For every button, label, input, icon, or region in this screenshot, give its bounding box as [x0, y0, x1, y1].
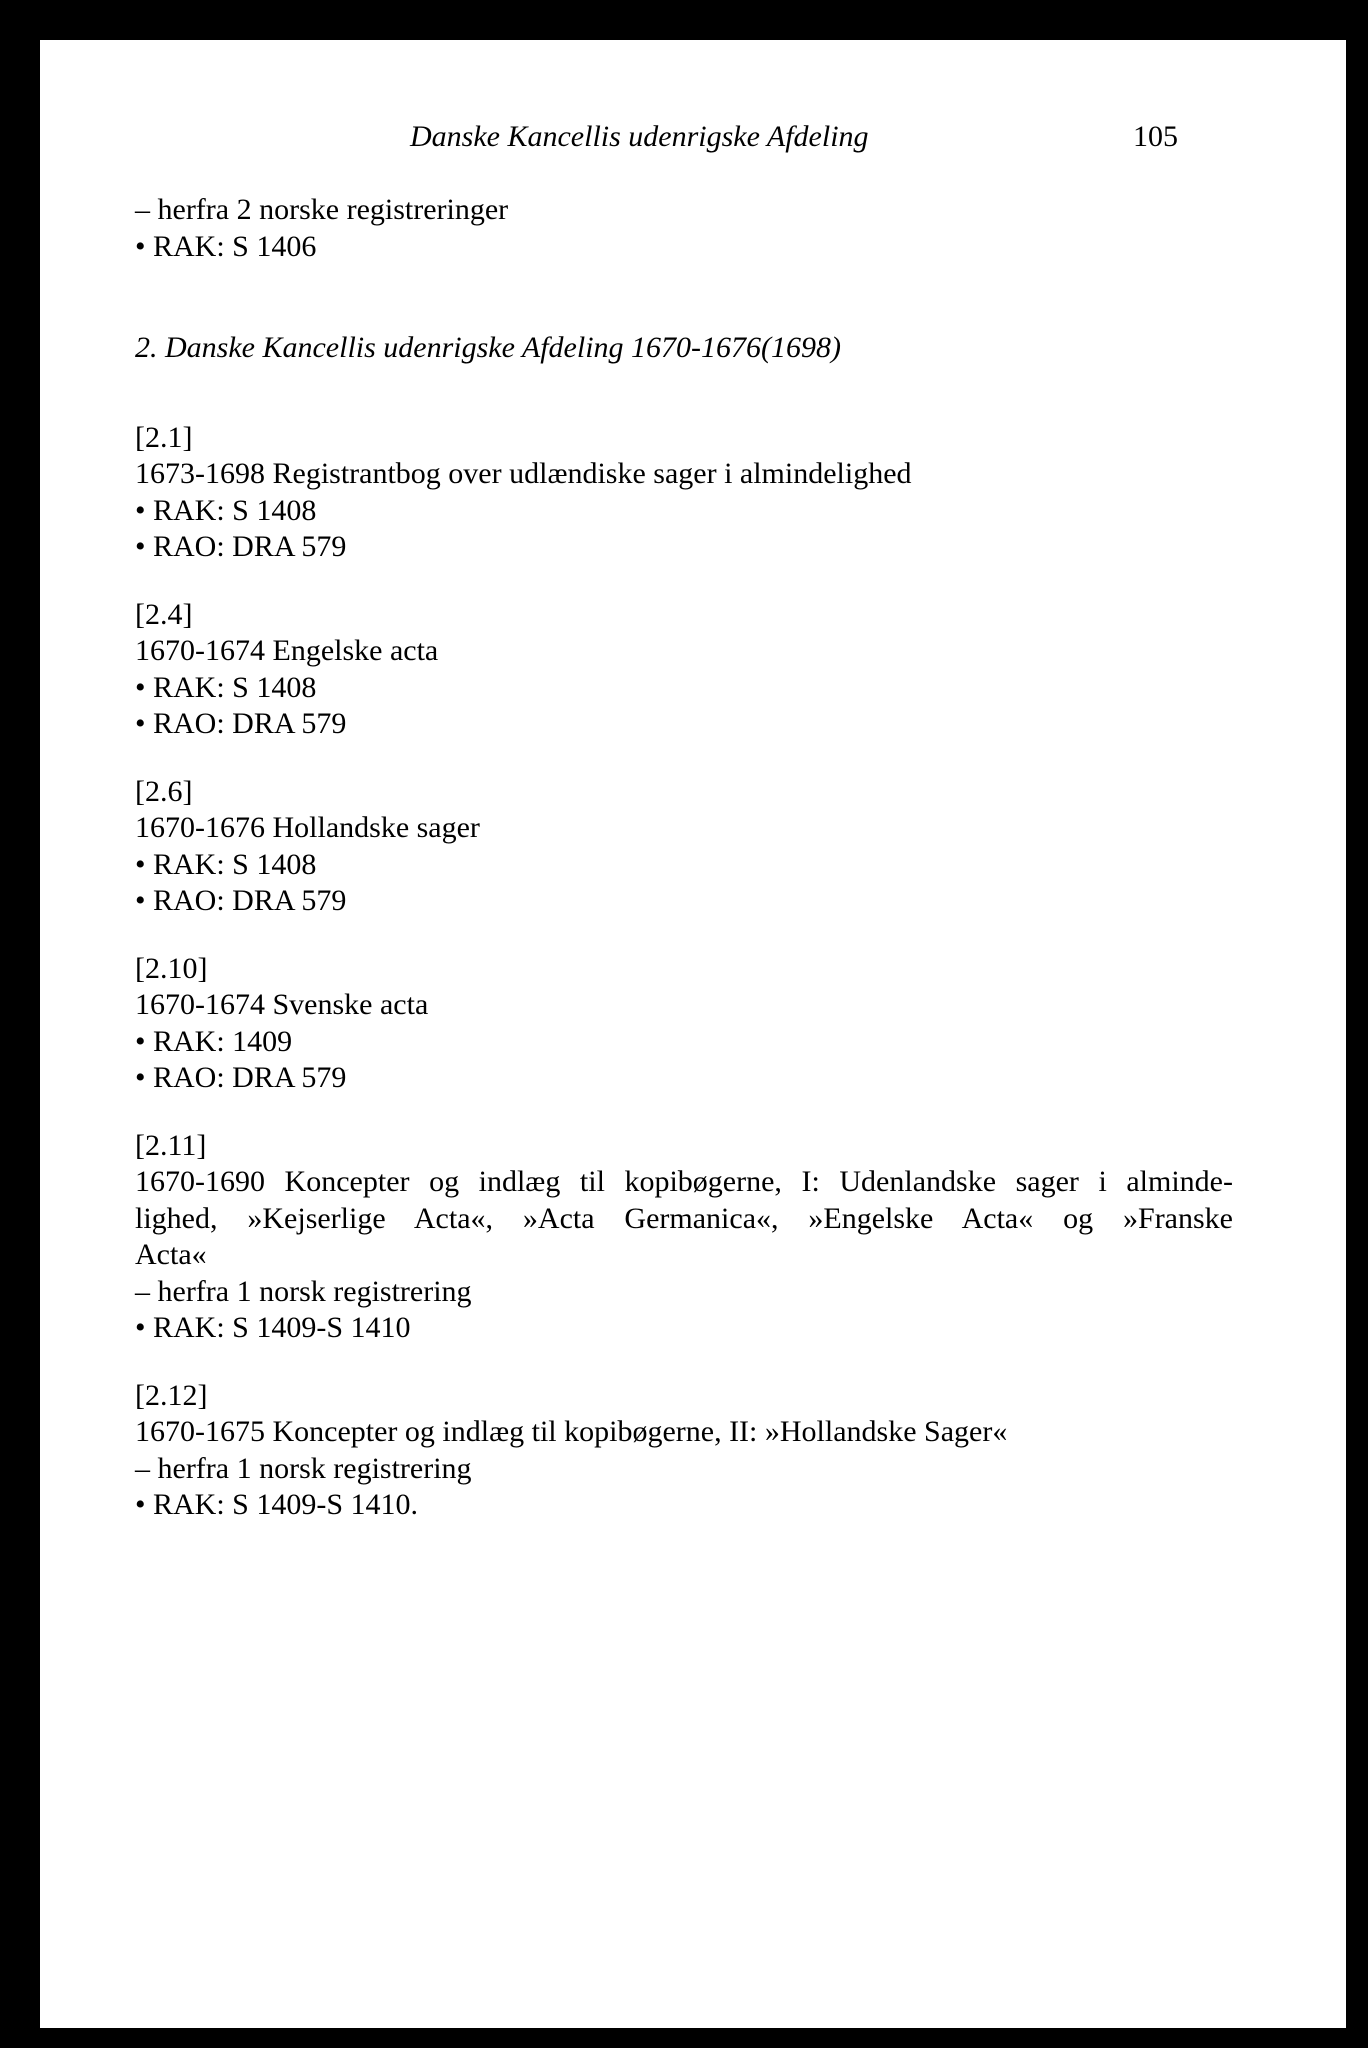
entry-ref: [2.12] [135, 1378, 208, 1412]
entry-note: • RAO: DRA 579 [135, 1061, 347, 1094]
entry-ref: [2.11] [135, 1128, 207, 1162]
entry-title-line: Acta« [135, 1238, 207, 1271]
running-title: Danske Kancellis udenrigske Afdeling [410, 120, 869, 153]
entry-note: • RAO: DRA 579 [135, 884, 347, 917]
entry-note: • RAK: 1409 [135, 1024, 293, 1058]
page-number: 105 [1133, 120, 1178, 153]
entry-note: • RAK: S 1409-S 1410. [135, 1488, 419, 1521]
entry-note: • RAK: S 1409-S 1410 [135, 1311, 411, 1344]
page-body [135, 192, 1233, 1555]
entry-title: 1670-1675 Koncepter og indlæg til kopibøgerne, II: »Hollandske Sager« [135, 1415, 1008, 1448]
entry-2-10 [135, 951, 1233, 1097]
entry-2-6 [135, 774, 1233, 920]
entry-2-12 [135, 1378, 1233, 1524]
entry-note: • RAK: S 1408 [135, 493, 317, 527]
page-header [40, 120, 1346, 166]
entry-ref: [2.6] [135, 774, 193, 808]
entry-ref: [2.10] [135, 951, 208, 985]
carryover-block [135, 192, 1233, 265]
entry-note: • RAO: DRA 579 [135, 707, 347, 740]
entry-2-1 [135, 420, 1233, 566]
entry-2-11 [135, 1128, 1233, 1347]
entry-note: • RAO: DRA 579 [135, 530, 347, 563]
carryover-line: • RAK: S 1406 [135, 229, 317, 263]
entry-title: 1670-1676 Hollandske sager [135, 811, 480, 844]
entry-note: – herfra 1 norsk registrering [135, 1451, 472, 1485]
book-page [40, 40, 1346, 2028]
entry-title-line: lighed, »Kejserlige Acta«, »Acta Germanica«, »Engelske Acta« og »Franske [135, 1201, 1233, 1235]
entry-2-4 [135, 597, 1233, 743]
entry-title: 1673-1698 Registrantbog over udlændiske sager i almindelighed [135, 457, 912, 490]
section-heading: 2. Danske Kancellis udenrigske Afdeling 1670-1676(1698) [135, 331, 841, 364]
entry-note: • RAK: S 1408 [135, 670, 317, 704]
entry-title: 1670-1674 Engelske acta [135, 634, 439, 667]
entry-ref: [2.1] [135, 420, 193, 454]
entry-note: • RAK: S 1408 [135, 847, 317, 881]
entry-ref: [2.4] [135, 597, 193, 631]
entry-title-line: 1670-1690 Koncepter og indlæg til kopibøgerne, I: Udenlandske sager i alminde- [135, 1165, 1233, 1198]
entry-title: 1670-1674 Svenske acta [135, 988, 429, 1021]
carryover-line: – herfra 2 norske registreringer [135, 193, 509, 226]
entry-note: – herfra 1 norsk registrering [135, 1274, 472, 1308]
